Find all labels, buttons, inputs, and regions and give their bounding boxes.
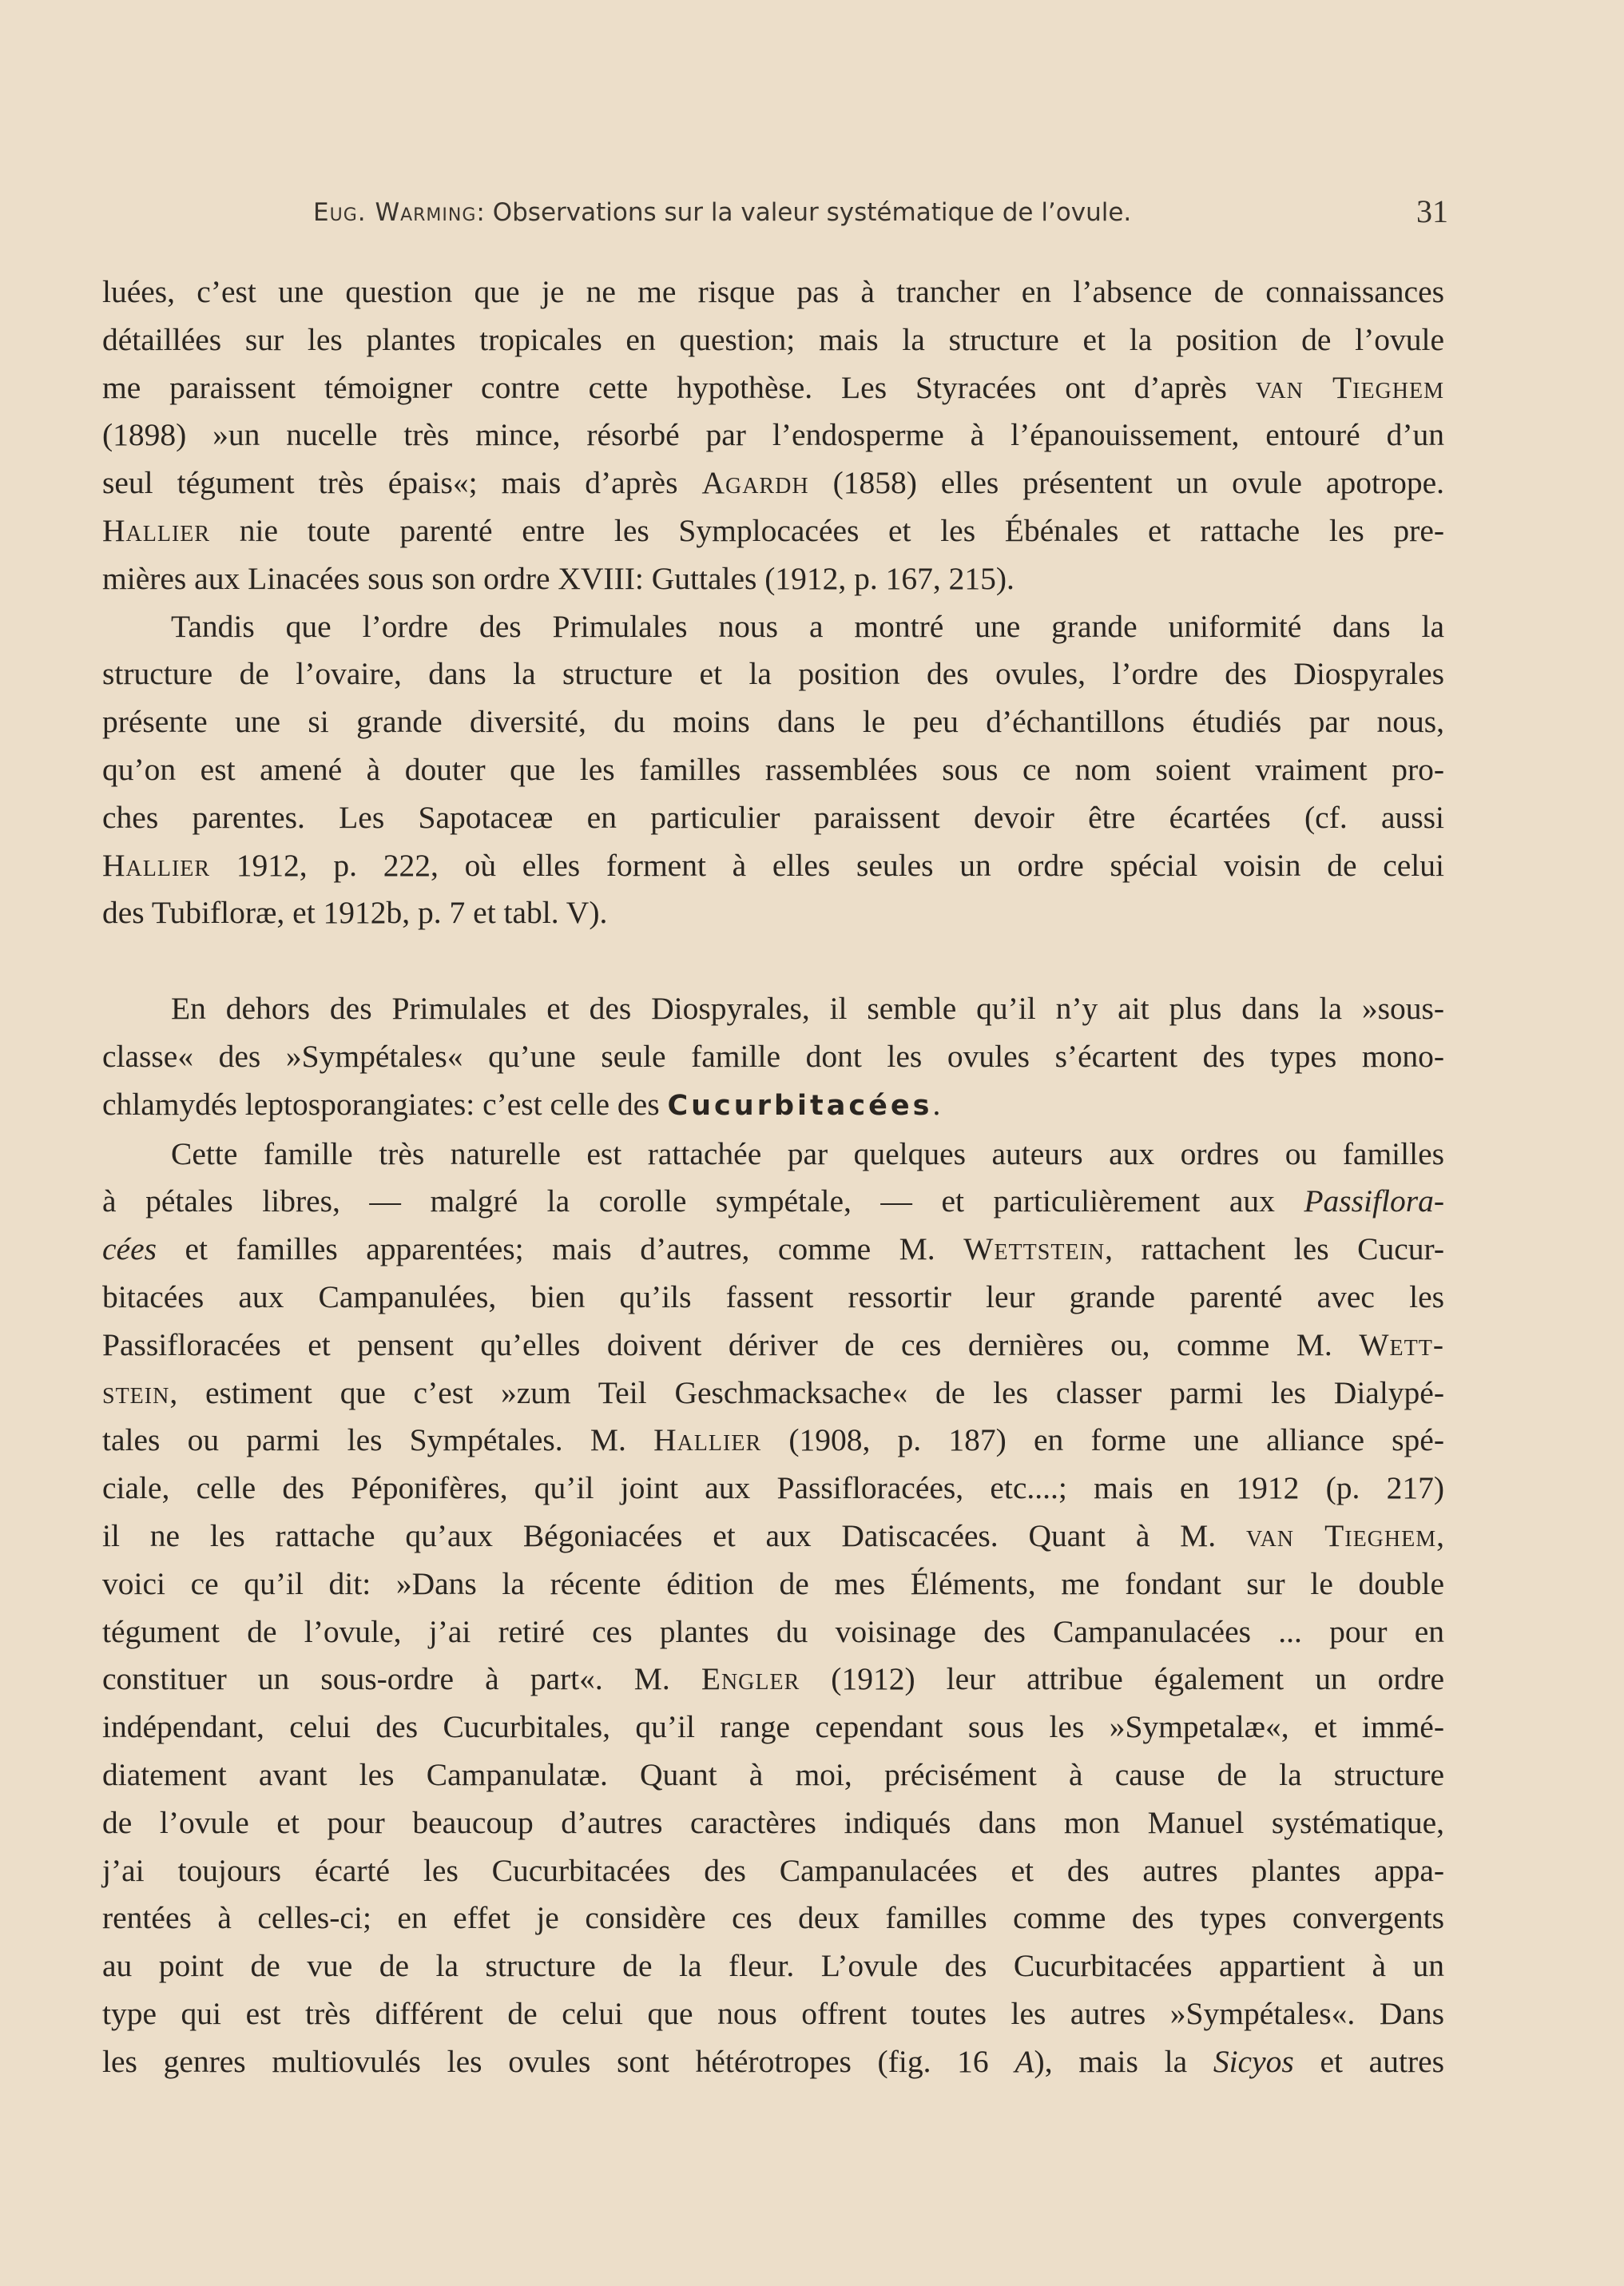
- text: En dehors des Primulales et des Diospyrales, il semble qu’il n’y ait plus dans la »sous-: [171, 991, 1444, 1027]
- text: structure de l’ovaire, dans la structure et la position des ovules, l’ordre des Diospyrales: [102, 656, 1444, 692]
- author-name: stein: [102, 1374, 170, 1410]
- text: au point de vue de la structure de la fleur. L’ovule des Cucurbitacées appartient à un: [102, 1948, 1444, 1984]
- line: [102, 1894, 1444, 1942]
- text: (1908, p. 187) en forme une alliance spé-: [761, 1422, 1444, 1458]
- author-name: Hallier: [102, 512, 211, 548]
- text: ), mais la: [1034, 2043, 1213, 2079]
- line: [102, 1417, 1444, 1465]
- text: (1898) »un nucelle très mince, résorbé par l’endosperme à l’épanouissement, entouré d’un: [102, 417, 1444, 453]
- paragraph-2: [102, 603, 1444, 938]
- line: [102, 1033, 1444, 1081]
- page-number: 31: [1416, 193, 1448, 229]
- text: ,: [1436, 1517, 1444, 1553]
- text: chlamydés leptosporangiates: c’est celle des: [102, 1086, 668, 1122]
- author-name: van Tieghem: [1245, 1517, 1437, 1553]
- italic-term: A: [1015, 2043, 1034, 2079]
- text: type qui est très différent de celui que nous offrent toutes les autres »Sympétales«. Dans: [102, 1995, 1444, 2031]
- line: [102, 268, 1444, 316]
- header-author: Eug. Warming: [313, 198, 477, 227]
- line: [102, 1465, 1444, 1513]
- text: Passifloracées et pensent qu’elles doivent dériver de ces dernières ou, comme M.: [102, 1326, 1360, 1362]
- line: [102, 1322, 1444, 1370]
- text: des Tubifloræ, et 1912b, p. 7 et tabl. V).: [102, 895, 608, 931]
- text: présente une si grande diversité, du moins dans le peu d’échantillons étudiés par nous,: [102, 704, 1444, 740]
- line: [102, 889, 1444, 937]
- body-text: [102, 268, 1444, 2085]
- italic-term: Sicyos: [1213, 2043, 1294, 2079]
- text: qu’on est amené à douter que les familles rassemblées sous ce nom soient vraiment pro-: [102, 751, 1444, 787]
- line: [102, 1081, 1444, 1131]
- text: nie toute parenté entre les Symplocacées et les Ébénales et rattache les pre-: [210, 512, 1444, 548]
- section-gap: [102, 937, 1444, 985]
- text: luées, c’est une question que je ne me risque pas à trancher en l’absence de connaissances: [102, 274, 1444, 309]
- text: de l’ovule et pour beaucoup d’autres caractères indiqués dans mon Manuel systématique,: [102, 1804, 1444, 1840]
- line: [102, 1274, 1444, 1322]
- author-name: Hallier: [102, 847, 211, 883]
- text: bitacées aux Campanulées, bien qu’ils fassent ressortir leur grande parenté avec les: [102, 1278, 1444, 1314]
- running-header: [313, 194, 1447, 231]
- text: constituer un sous-ordre à part«. M.: [102, 1661, 701, 1697]
- line: [102, 316, 1444, 364]
- line: [102, 1704, 1444, 1751]
- text: j’ai toujours écarté les Cucurbitacées des Campanulacées et des autres plantes appa-: [102, 1852, 1444, 1888]
- author-name: Engler: [701, 1661, 800, 1697]
- line: [102, 746, 1444, 794]
- italic-term: cées: [102, 1231, 157, 1267]
- text: .: [932, 1086, 941, 1122]
- line: [102, 603, 1444, 651]
- line: [102, 1178, 1444, 1226]
- author-name: Wettstein: [963, 1231, 1106, 1267]
- paragraph-4: [102, 1131, 1444, 2086]
- italic-term: Passiflora-: [1304, 1183, 1444, 1219]
- line: [102, 1370, 1444, 1417]
- line: [102, 459, 1444, 507]
- text: 1912, p. 222, où elles forment à elles seules un ordre spécial voisin de celui: [210, 847, 1444, 883]
- line: [102, 1656, 1444, 1704]
- text: tégument de l’ovule, j’ai retiré ces plantes du voisinage des Campanulacées ... pour en: [102, 1613, 1444, 1649]
- line: [102, 364, 1444, 412]
- line: [102, 507, 1444, 555]
- line: [102, 1560, 1444, 1608]
- paragraph-1: [102, 268, 1444, 603]
- line: [102, 2038, 1444, 2086]
- text: il ne les rattache qu’aux Bégoniacées et aux Datiscacées. Quant à M.: [102, 1517, 1246, 1553]
- text: détaillées sur les plantes tropicales en question; mais la structure et la position de l’ovule: [102, 321, 1444, 357]
- text: (1858) elles présentent un ovule apotrope.: [808, 465, 1444, 501]
- author-name: Hallier: [653, 1422, 762, 1458]
- line: [102, 411, 1444, 459]
- line: [102, 1751, 1444, 1799]
- text: tales ou parmi les Sympétales. M.: [102, 1422, 654, 1458]
- line: [102, 842, 1444, 890]
- text: indépendant, celui des Cucurbitales, qu’il range cependant sous les »Sympetalæ«, et immé-: [102, 1709, 1444, 1745]
- author-name: Wett-: [1359, 1326, 1444, 1362]
- text: classe« des »Sympétales« qu’une seule famille dont les ovules s’écartent des types mono-: [102, 1038, 1444, 1074]
- text: , estiment que c’est »zum Teil Geschmacksache« de les classer parmi les Dialypé-: [169, 1374, 1444, 1410]
- line: [102, 1942, 1444, 1990]
- text: seul tégument très épais«; mais d’après: [102, 465, 702, 501]
- text: les genres multiovulés les ovules sont hétérotropes (fig. 16: [102, 2043, 1015, 2079]
- family-name: Cucurbitacées: [667, 1089, 933, 1122]
- line: [102, 650, 1444, 698]
- text: voici ce qu’il dit: »Dans la récente édition de mes Éléments, me fondant sur le double: [102, 1565, 1444, 1601]
- line: [102, 1131, 1444, 1179]
- line: [102, 1226, 1444, 1274]
- text: me paraissent témoigner contre cette hypothèse. Les Styracées ont d’après: [102, 369, 1256, 405]
- line: [102, 555, 1444, 603]
- text: diatement avant les Campanulatæ. Quant à moi, précisément à cause de la structure: [102, 1756, 1444, 1792]
- text: et autres: [1293, 2043, 1444, 2079]
- author-name: van Tieghem: [1255, 369, 1444, 405]
- line: [102, 1847, 1444, 1895]
- text: et familles apparentées; mais d’autres, comme M.: [156, 1231, 964, 1267]
- text: à pétales libres, — malgré la corolle sympétale, — et particulièrement aux: [102, 1183, 1304, 1219]
- text: rentées à celles-ci; en effet je considère ces deux familles comme des types convergents: [102, 1900, 1444, 1936]
- line: [102, 1513, 1444, 1560]
- line: [102, 1990, 1444, 2038]
- line: [102, 794, 1444, 842]
- author-name: Agardh: [701, 465, 809, 501]
- text: Cette famille très naturelle est rattachée par quelques auteurs aux ordres ou familles: [171, 1135, 1444, 1171]
- text: (1912) leur attribue également un ordre: [800, 1661, 1444, 1697]
- text: mières aux Linacées sous son ordre XVIII: Guttales (1912, p. 167, 215).: [102, 560, 1015, 596]
- header-title: : Observations sur la valeur systématique de l’ovule.: [476, 198, 1132, 227]
- paragraph-3: [102, 985, 1444, 1130]
- text: , rattachent les Cucur-: [1105, 1231, 1444, 1267]
- line: [102, 1799, 1444, 1847]
- text: Tandis que l’ordre des Primulales nous a montré une grande uniformité dans la: [171, 608, 1444, 644]
- line: [102, 1608, 1444, 1656]
- line: [102, 985, 1444, 1033]
- line: [102, 698, 1444, 746]
- text: ches parentes. Les Sapotaceæ en particulier paraissent devoir être écartées (cf. aussi: [102, 799, 1444, 835]
- text: ciale, celle des Péponifères, qu’il joint aux Passifloracées, etc....; mais en 1912 (p. 217): [102, 1470, 1444, 1506]
